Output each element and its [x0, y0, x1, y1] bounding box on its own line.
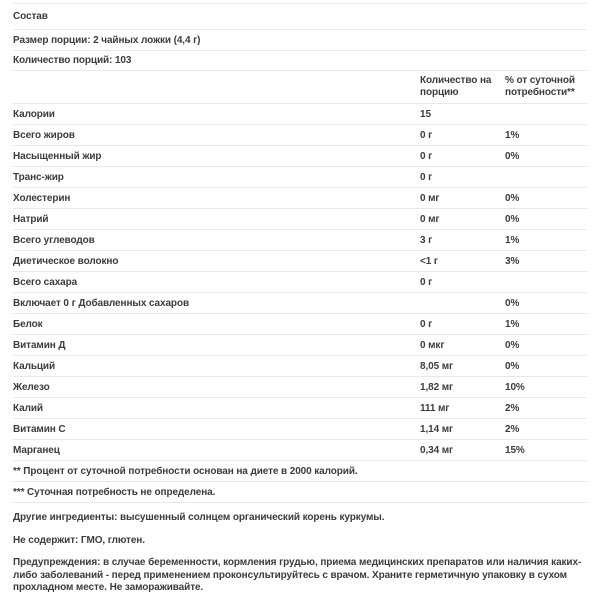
row-amount: 0 г [420, 318, 433, 330]
row-daily-value: 0% [505, 339, 520, 351]
table-row [13, 104, 587, 125]
row-amount: 0 г [420, 150, 433, 162]
row-amount: 1,14 мг [420, 423, 454, 435]
row-amount: 111 мг [420, 402, 450, 414]
table-row [13, 251, 587, 272]
row-daily-value: 1% [505, 129, 520, 141]
facts-title: Состав [13, 11, 48, 22]
row-amount: 0 г [420, 276, 433, 288]
row-label: Кальций [13, 360, 56, 372]
row-daily-value: 1% [505, 318, 520, 330]
row-amount: 0 мкг [420, 339, 445, 351]
row-daily-value: 2% [505, 402, 520, 414]
row-label: Витамин Д [13, 339, 66, 351]
row-amount: <1 г [420, 255, 438, 267]
row-amount: 0 мг [420, 192, 440, 204]
table-row [13, 125, 587, 146]
row-label: Железо [13, 381, 50, 393]
row-daily-value: 1% [505, 234, 520, 246]
row-daily-value: 2% [505, 423, 520, 435]
table-body [13, 104, 587, 461]
row-label: Натрий [13, 213, 49, 225]
row-daily-value: 3% [505, 255, 520, 267]
row-amount: 0 мг [420, 213, 440, 225]
additional-info-section [13, 503, 587, 595]
table-row [13, 398, 587, 419]
footnote-not-established: *** Суточная потребность не определена. [13, 486, 216, 498]
row-amount: 8,05 мг [420, 360, 454, 372]
warnings-text: Предупреждения: в случае беременности, кормления грудью, приема медицинских препаратов или наличия каких-либо заболеваний - перед применением проконсультируйтесь с врачом. Храните герметичную упаковку в сухом прохладном месте. Не замораживайте. [13, 557, 582, 593]
row-label: Насыщенный жир [13, 150, 102, 162]
row-daily-value: 0% [505, 213, 520, 225]
row-amount: 1,82 мг [420, 381, 454, 393]
row-daily-value: 0% [505, 360, 520, 372]
footnote-row [13, 482, 587, 503]
row-daily-value: 0% [505, 297, 520, 309]
table-row [13, 314, 587, 335]
row-label: Всего жиров [13, 129, 75, 141]
footnote-row [13, 461, 587, 482]
table-row [13, 167, 587, 188]
table-row [13, 335, 587, 356]
row-label: Холестерин [13, 192, 71, 204]
facts-table [13, 3, 587, 503]
row-amount: 0,34 мг [420, 444, 454, 456]
table-row [13, 230, 587, 251]
facts-title-row [13, 4, 587, 30]
row-label: Диетическое волокно [13, 255, 119, 267]
column-header-daily-value: % от суточной потребности** [505, 75, 575, 98]
row-amount: 3 г [420, 234, 433, 246]
table-row [13, 377, 587, 398]
row-label: Калий [13, 402, 43, 414]
row-label: Белок [13, 318, 43, 330]
column-header-row [13, 71, 587, 104]
servings-count-text: Количество порций: 103 [13, 55, 132, 66]
table-row [13, 440, 587, 461]
row-daily-value: 0% [505, 192, 520, 204]
row-daily-value: 0% [505, 150, 520, 162]
row-amount: 0 г [420, 171, 433, 183]
row-amount: 0 г [420, 129, 433, 141]
table-row [13, 188, 587, 209]
servings-count-row [13, 51, 587, 71]
serving-size-text: Размер порции: 2 чайных ложки (4,4 г) [13, 34, 201, 46]
column-header-amount: Количество на порцию [420, 75, 492, 98]
other-ingredients-text: Другие ингредиенты: высушенный солнцем органический корень куркумы. [13, 512, 385, 523]
table-row [13, 272, 587, 293]
row-label: Всего сахара [13, 276, 78, 288]
row-label: Всего углеводов [13, 234, 95, 246]
row-daily-value: 15% [505, 444, 525, 456]
table-row [13, 356, 587, 377]
row-label: Включает 0 г Добавленных сахаров [13, 297, 189, 309]
footnote-daily-value: ** Процент от суточной потребности основан на диете в 2000 калорий. [13, 465, 358, 477]
free-of-text: Не содержит: ГМО, глютен. [13, 534, 145, 546]
row-daily-value: 10% [505, 381, 525, 393]
row-amount: 15 [420, 108, 431, 120]
table-row [13, 293, 587, 314]
serving-size-row [13, 30, 587, 51]
row-label: Марганец [13, 444, 60, 456]
table-row [13, 209, 587, 230]
table-row [13, 146, 587, 167]
row-label: Витамин C [13, 423, 66, 435]
row-label: Калории [13, 108, 55, 120]
row-label: Транс-жир [13, 171, 64, 183]
table-row [13, 419, 587, 440]
